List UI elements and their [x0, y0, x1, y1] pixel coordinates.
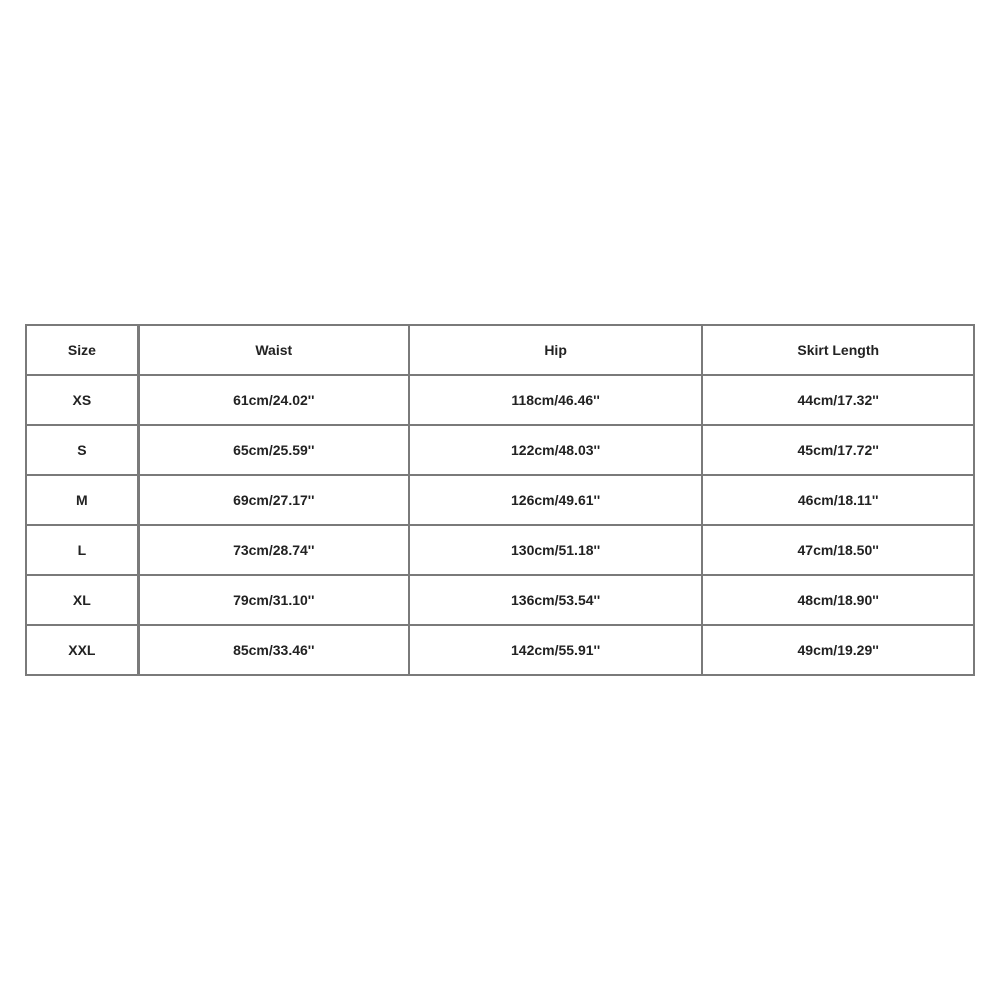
- size-cell: S: [26, 425, 138, 475]
- table-row: [26, 375, 974, 425]
- skirt-length-cell: 44cm/17.32'': [702, 375, 974, 425]
- skirt-length-cell: 49cm/19.29'': [702, 625, 974, 675]
- waist-cell: 85cm/33.46'': [138, 625, 409, 675]
- hip-cell: 118cm/46.46'': [409, 375, 703, 425]
- size-cell: XS: [26, 375, 138, 425]
- table-row: [26, 425, 974, 475]
- size-chart-table: [25, 324, 975, 676]
- header-cell-size: Size: [26, 325, 138, 375]
- header-cell-skirt-length: Skirt Length: [702, 325, 974, 375]
- skirt-length-cell: 46cm/18.11'': [702, 475, 974, 525]
- size-cell: XXL: [26, 625, 138, 675]
- table-header-row: [26, 325, 974, 375]
- waist-cell: 61cm/24.02'': [138, 375, 409, 425]
- skirt-length-cell: 48cm/18.90'': [702, 575, 974, 625]
- header-cell-hip: Hip: [409, 325, 703, 375]
- table-row: [26, 525, 974, 575]
- hip-cell: 126cm/49.61'': [409, 475, 703, 525]
- table-row: [26, 625, 974, 675]
- table-row: [26, 475, 974, 525]
- hip-cell: 136cm/53.54'': [409, 575, 703, 625]
- waist-cell: 73cm/28.74'': [138, 525, 409, 575]
- waist-cell: 69cm/27.17'': [138, 475, 409, 525]
- table-row: [26, 575, 974, 625]
- size-cell: L: [26, 525, 138, 575]
- waist-cell: 79cm/31.10'': [138, 575, 409, 625]
- skirt-length-cell: 47cm/18.50'': [702, 525, 974, 575]
- size-cell: XL: [26, 575, 138, 625]
- hip-cell: 142cm/55.91'': [409, 625, 703, 675]
- hip-cell: 122cm/48.03'': [409, 425, 703, 475]
- size-cell: M: [26, 475, 138, 525]
- waist-cell: 65cm/25.59'': [138, 425, 409, 475]
- header-cell-waist: Waist: [138, 325, 409, 375]
- skirt-length-cell: 45cm/17.72'': [702, 425, 974, 475]
- hip-cell: 130cm/51.18'': [409, 525, 703, 575]
